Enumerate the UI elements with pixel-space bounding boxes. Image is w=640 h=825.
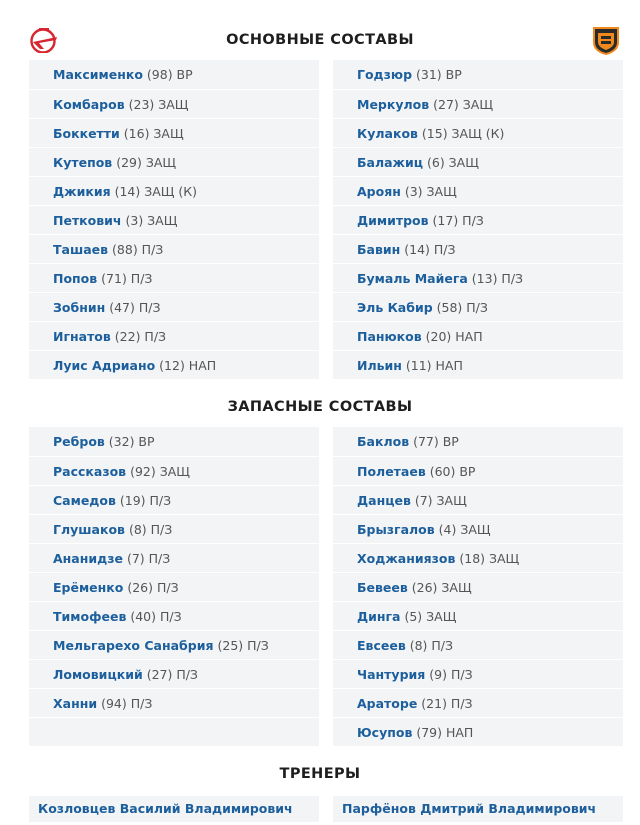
player-name[interactable]: Ильин [357,358,402,373]
player-number-position: (13) П/З [467,271,524,286]
player-name[interactable]: Петкович [53,213,122,228]
player-number-position: (22) П/З [110,329,167,344]
player-row[interactable] [333,630,623,659]
player-name[interactable]: Араторе [357,696,418,711]
player-row[interactable] [29,60,319,89]
player-number-position: (26) ЗАЩ [407,580,472,595]
player-number-position: (29) ЗАЩ [112,155,177,170]
player-name[interactable]: Рассказов [53,464,127,479]
player-name[interactable]: Бумаль Майега [357,271,468,286]
player-row[interactable] [29,572,319,601]
player-row [29,717,319,746]
player-name[interactable]: Баклов [357,434,410,449]
player-number-position: (58) П/З [432,300,488,315]
player-name[interactable]: Димитров [357,213,429,228]
player-row[interactable] [333,321,623,350]
player-row[interactable] [29,205,319,234]
player-row[interactable] [333,456,623,485]
player-row[interactable] [333,292,623,321]
player-number-position: (11) НАП [401,358,463,373]
player-name[interactable]: Балажиц [357,155,424,170]
player-number-position: (12) НАП [155,358,217,373]
player-row[interactable] [333,601,623,630]
player-row[interactable] [29,514,319,543]
player-number-position: (71) П/З [97,271,153,286]
player-name[interactable]: Чантурия [357,667,426,682]
player-row[interactable] [333,717,623,746]
away-coach-name[interactable]: Парфёнов Дмитрий Владимирович [342,801,597,816]
player-row[interactable] [333,543,623,572]
player-row[interactable] [29,659,319,688]
player-row[interactable] [29,263,319,292]
home-main-lineup [29,60,319,379]
player-name[interactable]: Ташаев [53,242,109,257]
player-number-position: (40) П/З [126,609,182,624]
player-name[interactable]: Попов [53,271,98,286]
home-coach[interactable] [29,796,319,822]
player-name[interactable]: Кутепов [53,155,113,170]
player-number-position: (14) П/З [400,242,456,257]
player-name[interactable]: Максименко [53,67,143,82]
player-number-position: (7) П/З [122,551,171,566]
player-number-position: (31) ВР [412,67,462,82]
player-row[interactable] [333,427,623,456]
player-name[interactable]: Мельгарехо Санабрия [53,638,214,653]
player-number-position: (19) П/З [115,493,172,508]
player-number-position: (21) П/З [417,696,473,711]
player-name[interactable]: Джикия [53,184,111,199]
player-name[interactable]: Бавин [357,242,401,257]
player-number-position: (27) П/З [142,667,198,682]
player-number-position: (47) П/З [105,300,161,315]
player-name[interactable]: Полетаев [357,464,426,479]
player-name[interactable]: Ароян [357,184,401,199]
player-number-position: (92) ЗАЩ [126,464,190,479]
player-name[interactable]: Годзюр [357,67,413,82]
away-main-lineup [333,60,623,379]
ural-logo-icon[interactable] [592,25,620,55]
player-row[interactable] [29,118,319,147]
home-substitutes [29,427,319,746]
player-row[interactable] [333,118,623,147]
player-number-position: (77) ВР [409,434,459,449]
player-number-position: (4) ЗАЩ [434,522,491,537]
player-row[interactable] [29,688,319,717]
player-number-position: (27) ЗАЩ [429,97,493,112]
player-number-position: (88) П/З [108,242,164,257]
player-row[interactable] [333,514,623,543]
player-name[interactable]: Ходжаниязов [357,551,456,566]
player-name[interactable]: Ребров [53,434,105,449]
player-number-position: (5) ЗАЩ [400,609,457,624]
player-name[interactable]: Юсупов [357,725,413,740]
player-name[interactable]: Ломовицкий [53,667,143,682]
player-row[interactable] [333,688,623,717]
player-number-position: (60) ВР [425,464,476,479]
player-number-position: (3) ЗАЩ [121,213,178,228]
player-row[interactable] [29,89,319,118]
player-name[interactable]: Ананидзе [53,551,123,566]
player-row[interactable] [29,234,319,263]
player-number-position: (98) ВР [142,67,193,82]
player-row[interactable] [29,485,319,514]
player-name[interactable]: Комбаров [53,97,125,112]
player-name[interactable]: Боккетти [53,126,120,141]
player-row[interactable] [333,350,623,379]
main-lineups-title: ОСНОВНЫЕ СОСТАВЫ [226,32,414,48]
player-name[interactable]: Ерёменко [53,580,124,595]
player-number-position: (15) ЗАЩ (К) [417,126,505,141]
player-name[interactable]: Меркулов [357,97,430,112]
player-name[interactable]: Бевеев [357,580,408,595]
player-row[interactable] [29,350,319,379]
player-number-position: (9) П/З [425,667,473,682]
player-name[interactable]: Кулаков [357,126,418,141]
player-name[interactable]: Игнатов [53,329,111,344]
player-row[interactable] [333,147,623,176]
player-number-position: (17) П/З [428,213,484,228]
player-row[interactable] [29,176,319,205]
player-number-position: (20) НАП [421,329,483,344]
player-row[interactable] [29,601,319,630]
player-name[interactable]: Панюков [357,329,422,344]
player-name[interactable]: Евсеев [357,638,406,653]
player-row[interactable] [333,263,623,292]
player-row[interactable] [29,292,319,321]
player-row[interactable] [29,427,319,456]
player-number-position: (7) ЗАЩ [410,493,467,508]
away-coach[interactable] [333,796,623,822]
player-name[interactable]: Тимофеев [53,609,127,624]
player-number-position: (18) ЗАЩ [455,551,520,566]
coaches-title: ТРЕНЕРЫ [279,766,361,782]
player-name[interactable]: Динга [357,609,401,624]
player-number-position: (16) ЗАЩ [119,126,184,141]
player-number-position: (26) П/З [123,580,179,595]
player-name[interactable]: Глушаков [53,522,125,537]
player-row[interactable] [333,572,623,601]
player-number-position: (6) ЗАЩ [423,155,479,170]
player-row[interactable] [29,147,319,176]
player-row[interactable] [29,543,319,572]
player-name[interactable]: Зобнин [53,300,106,315]
player-row[interactable] [333,60,623,89]
home-coach-name[interactable]: Козловцев Василий Владимирович [38,801,293,816]
player-row[interactable] [29,630,319,659]
player-row[interactable] [333,659,623,688]
away-substitutes [333,427,623,746]
player-row[interactable] [333,205,623,234]
player-name[interactable]: Данцев [357,493,411,508]
player-number-position: (3) ЗАЩ [400,184,457,199]
player-number-position: (94) П/З [97,696,153,711]
player-number-position: (32) ВР [104,434,155,449]
player-number-position: (79) НАП [412,725,474,740]
player-row[interactable] [333,176,623,205]
player-row[interactable] [29,456,319,485]
player-row[interactable] [333,485,623,514]
player-row[interactable] [29,321,319,350]
player-row[interactable] [333,89,623,118]
player-number-position: (14) ЗАЩ (К) [110,184,198,199]
player-number-position: (8) П/З [124,522,173,537]
player-number-position: (25) П/З [213,638,269,653]
player-number-position: (8) П/З [405,638,454,653]
player-name[interactable]: Ханни [53,696,98,711]
player-name[interactable]: Эль Кабир [357,300,433,315]
player-name[interactable]: Луис Адриано [53,358,156,373]
player-row[interactable] [333,234,623,263]
substitutes-title: ЗАПАСНЫЕ СОСТАВЫ [227,399,413,415]
player-name[interactable]: Брызгалов [357,522,435,537]
player-number-position: (23) ЗАЩ [124,97,189,112]
player-name[interactable]: Самедов [53,493,116,508]
